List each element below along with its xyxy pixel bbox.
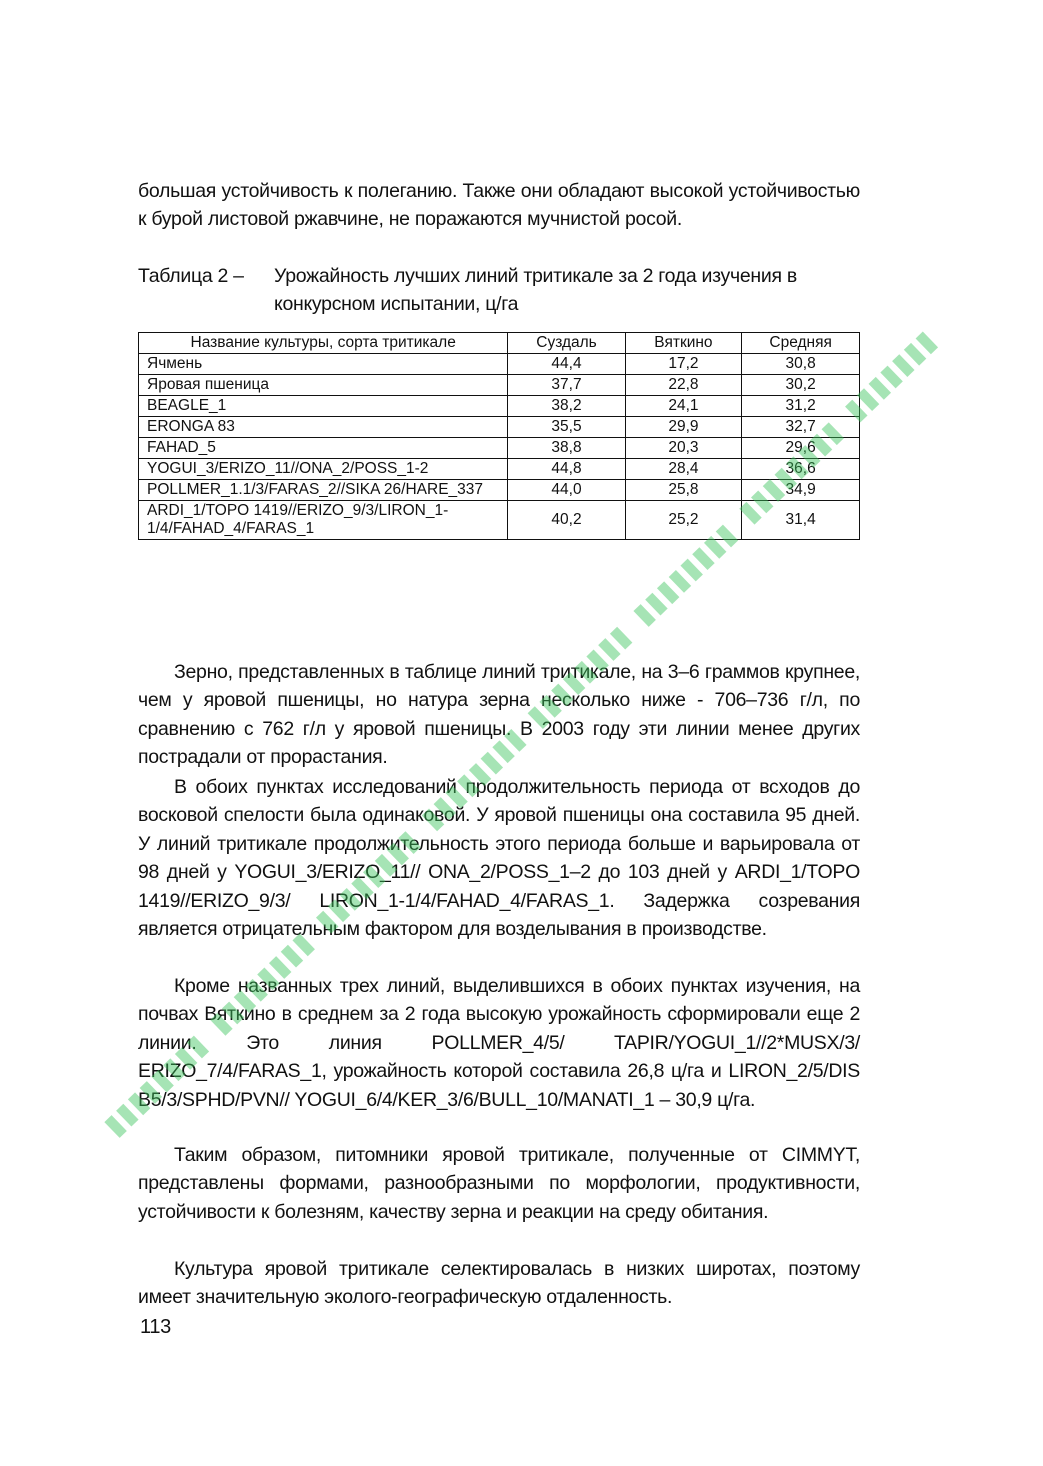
cell-suzdal: 37,7 xyxy=(508,375,625,396)
cell-name: ARDI_1/TOPO 1419//ERIZO_9/3/LIRON_1-1/4/FAHAD_4/FARAS_1 xyxy=(139,501,508,540)
cell-average: 31,4 xyxy=(742,501,860,540)
cell-name: YOGUI_3/ERIZO_11//ONA_2/POSS_1-2 xyxy=(139,459,508,480)
cell-average: 31,2 xyxy=(742,396,860,417)
watermark-mark xyxy=(633,604,655,627)
cell-vyatkino: 24,1 xyxy=(625,396,742,417)
cell-name: ERONGA 83 xyxy=(139,417,508,438)
watermark-mark xyxy=(281,945,303,968)
table-row xyxy=(139,438,860,459)
yield-table xyxy=(138,332,860,540)
table-row xyxy=(139,396,860,417)
cell-average: 29,6 xyxy=(742,438,860,459)
cell-average: 34,9 xyxy=(742,480,860,501)
table-row xyxy=(139,354,860,375)
table-row xyxy=(139,459,860,480)
cell-vyatkino: 29,9 xyxy=(625,417,742,438)
cell-vyatkino: 28,4 xyxy=(625,459,742,480)
cell-average: 30,2 xyxy=(742,375,860,396)
watermark-mark xyxy=(892,354,914,377)
table-caption-text: Урожайность лучших линий тритикале за 2 года изучения в конкурсном испытании, ц/га xyxy=(274,265,797,315)
cell-suzdal: 38,8 xyxy=(508,438,625,459)
cell-average: 32,7 xyxy=(742,417,860,438)
watermark-mark xyxy=(904,343,926,366)
cell-vyatkino: 22,8 xyxy=(625,375,742,396)
watermark-mark xyxy=(680,559,702,582)
table-row xyxy=(139,480,860,501)
page-number: 113 xyxy=(140,1316,171,1338)
watermark-mark xyxy=(669,570,691,593)
cell-suzdal: 44,4 xyxy=(508,354,625,375)
watermark-mark xyxy=(916,331,938,354)
table-row xyxy=(139,417,860,438)
paragraph-1: большая устойчивость к полеганию. Также они обладают высокой устойчивостью к бурой листовой ржавчине, не поражаются мучнистой росой. xyxy=(138,179,860,230)
cell-suzdal: 44,8 xyxy=(508,459,625,480)
cell-name: FAHAD_5 xyxy=(139,438,508,459)
paragraph-3: В обоих пунктах исследований продолжительность периода от всходов до восковой спелости была одинаковой. У яровой пшеницы она составила 95 дней. У линий тритикале продолжительность этого периода больше и варьировала от 98 дней у YOGUI_3/ERIZO_11// ONA_2/POSS_1–2 до 103 дней у ARDI_1/TOPO 1419//ERIZO_9/3/ LIRON_1-1/4/FAHAD_4/FARAS_1. Задержка созревания является отрицательным фактором для возделывания в производстве. xyxy=(138,775,860,940)
table-row xyxy=(139,375,860,396)
watermark-mark xyxy=(610,627,632,650)
header-vyatkino: Вяткино xyxy=(625,333,742,354)
paragraph-5: Таким образом, питомники яровой тритикале, полученные от CIMMYT, представлены формами, разнообразными по морфологии, продуктивности, устойчивости к болезням, качеству зерна и реакции на среду обитания. xyxy=(138,1143,860,1223)
paragraph-2: Зерно, представленных в таблице линий тритикале, на 3–6 граммов крупнее, чем у яровой пшеницы, но натура зерна несколько ниже - 706–736 г/л, по сравнению с 762 г/л у яровой пшеницы. В 2003 году эти линии менее других пострадали от прорастания. xyxy=(138,660,860,768)
cell-vyatkino: 17,2 xyxy=(625,354,742,375)
watermark-mark xyxy=(104,1115,126,1138)
watermark-mark xyxy=(880,366,902,389)
cell-name: Яровая пшеница xyxy=(139,375,508,396)
cell-name: Ячмень xyxy=(139,354,508,375)
cell-suzdal: 35,5 xyxy=(508,417,625,438)
watermark-mark xyxy=(116,1104,138,1127)
watermark-mark xyxy=(857,388,879,411)
table-caption xyxy=(138,262,860,318)
paragraph-4: Кроме названных трех линий, выделившихся в обоих пунктах изучения, на почвах Вяткино в среднем за 2 года высокую урожайность сформировали еще 2 линии. Это линия POLLMER_4/5/ TAPIR/YOGUI_1//2*MUSX/3/ ERIZO_7/4/FARAS_1, урожайность которой составила 26,8 ц/га и LIRON_2/5/DIS B5/3/SPHD/PVN// YOGUI_6/4/KER_3/6/BULL_10/MANATI_1 – 30,9 ц/га. xyxy=(138,974,860,1111)
table-header-row xyxy=(139,333,860,354)
header-suzdal: Суздаль xyxy=(508,333,625,354)
cell-name: BEAGLE_1 xyxy=(139,396,508,417)
watermark-mark xyxy=(657,581,679,604)
cell-suzdal: 44,0 xyxy=(508,480,625,501)
cell-average: 30,8 xyxy=(742,354,860,375)
cell-vyatkino: 25,2 xyxy=(625,501,742,540)
header-crop-name: Название культуры, сорта тритикале xyxy=(139,333,508,354)
cell-suzdal: 38,2 xyxy=(508,396,625,417)
cell-suzdal: 40,2 xyxy=(508,501,625,540)
watermark-mark xyxy=(869,377,891,400)
watermark-mark xyxy=(645,593,667,616)
table-row xyxy=(139,501,860,540)
table-label: Таблица 2 – xyxy=(138,265,244,287)
cell-vyatkino: 25,8 xyxy=(625,480,742,501)
paragraph-6: Культура яровой тритикале селектировалась в низких широтах, поэтому имеет значительную эколого-географическую отдаленность. xyxy=(138,1257,860,1308)
cell-vyatkino: 20,3 xyxy=(625,438,742,459)
header-average: Средняя xyxy=(742,333,860,354)
watermark-mark xyxy=(692,547,714,570)
cell-name: POLLMER_1.1/3/FARAS_2//SIKA 26/HARE_337 xyxy=(139,480,508,501)
cell-average: 36,6 xyxy=(742,459,860,480)
